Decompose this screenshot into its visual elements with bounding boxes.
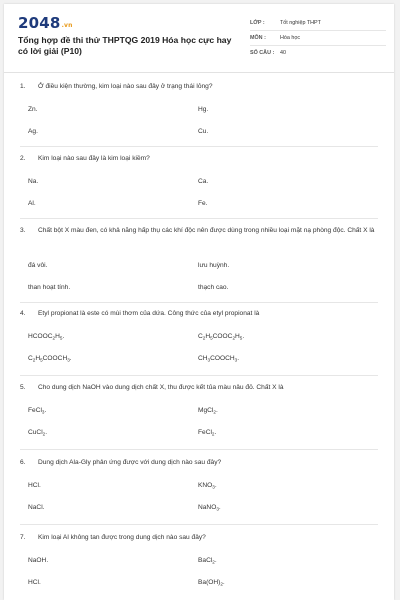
answer-option[interactable]: Fe.	[198, 200, 208, 207]
divider	[20, 146, 378, 147]
question-number: 3.	[20, 227, 26, 234]
answer-option[interactable]: NaOH.	[28, 557, 49, 564]
question-text	[20, 308, 380, 320]
question-number: 6.	[20, 459, 26, 466]
question-number: 5.	[20, 384, 26, 391]
answer-option[interactable]: $KNO_3$.	[198, 482, 217, 490]
answer-option[interactable]: NaNO$_3$.	[198, 504, 221, 512]
divider	[20, 302, 378, 303]
answer-option[interactable]: Na.	[28, 178, 39, 185]
answer-option[interactable]: Al.	[28, 200, 36, 207]
question-text	[20, 153, 380, 165]
question	[20, 457, 380, 469]
question-text	[20, 457, 380, 469]
answer-option[interactable]: than hoạt tính.	[28, 284, 71, 291]
document-title: Tổng hợp đề thi thử THPTQG 2019 Hóa học cực hay có lời giải (P10)	[18, 35, 232, 56]
meta-value: Tốt nghiệp THPT	[280, 20, 321, 26]
meta-row-count	[250, 46, 386, 60]
answer-option[interactable]: Cu.	[198, 128, 209, 135]
question-stem: Cho dung dịch NaOH vào dung dịch chất X, thu được kết tủa màu nâu đỏ. Chất X là	[38, 384, 284, 391]
answer-option[interactable]: $C_2H_5COOCH_3$.	[28, 355, 72, 363]
question	[20, 81, 380, 93]
meta-label: SỐ CÂU :	[250, 50, 275, 56]
meta-label: MÔN :	[250, 35, 266, 41]
answer-option[interactable]: lưu huỳnh.	[198, 262, 230, 269]
logo-text: 2048	[18, 14, 61, 32]
meta-value: Hóa học	[280, 35, 301, 41]
answer-option[interactable]: NaCl.	[28, 504, 45, 511]
answer-option[interactable]: Ca.	[198, 178, 209, 185]
document-header	[4, 4, 394, 73]
question-text	[20, 532, 380, 544]
answer-option[interactable]: FeCl$_2$.	[198, 429, 217, 437]
answer-option[interactable]: Hg.	[198, 106, 209, 113]
answer-option[interactable]: đá vôi.	[28, 262, 48, 269]
question-text	[20, 81, 380, 93]
answer-option[interactable]: CuCl$_2$.	[28, 429, 48, 437]
meta-row-grade	[250, 16, 386, 31]
question-text	[20, 382, 380, 394]
question-number: 7.	[20, 534, 26, 541]
question-stem: Kim loại Al không tan được trong dung dịch nào sau đây?	[38, 534, 206, 541]
question-stem: Ở điều kiện thường, kim loại nào sau đây ở trạng thái lỏng?	[38, 83, 213, 90]
meta-value: 40	[280, 50, 286, 56]
meta-row-subject	[250, 31, 386, 46]
question-stem: Etyl propionat là este có mùi thơm của dứa. Công thức của etyl propionat là	[38, 310, 260, 317]
question-number: 2.	[20, 155, 26, 162]
divider	[20, 524, 378, 525]
meta-label: LỚP :	[250, 20, 265, 26]
answer-option[interactable]: Zn.	[28, 106, 38, 113]
answer-option[interactable]: MgCl$_2$.	[198, 407, 218, 415]
answer-option[interactable]: $C_2H_5COOC_2H_5$.	[198, 333, 245, 341]
question-stem: Chất bột X màu đen, có khả năng hấp thụ các khí độc nên được dùng trong nhiều loại mặt nạ phòng độc. Chất X là	[38, 227, 375, 234]
question-number: 4.	[20, 310, 26, 317]
answer-option[interactable]: HCl.	[28, 482, 41, 489]
question	[20, 225, 380, 237]
exam-sheet	[4, 4, 394, 600]
question-number: 1.	[20, 83, 26, 90]
question-stem: Kim loại nào sau đây là kim loại kiềm?	[38, 155, 150, 162]
question	[20, 532, 380, 544]
divider	[20, 218, 378, 219]
answer-option[interactable]: HCl.	[28, 579, 41, 586]
answer-option[interactable]: BaCl$_2$.	[198, 557, 217, 565]
question-text	[20, 225, 380, 237]
answer-option[interactable]: $CH_3COOCH_3$.	[198, 355, 240, 363]
answer-option[interactable]: $HCOOC_2H_5$.	[28, 333, 65, 341]
answer-option[interactable]: thạch cao.	[198, 284, 229, 291]
question	[20, 382, 380, 394]
document-meta	[250, 16, 386, 60]
site-logo[interactable]	[18, 14, 73, 32]
divider	[20, 449, 378, 450]
answer-option[interactable]: FeCl$_3$.	[28, 407, 47, 415]
answer-option[interactable]: $Ba(OH)_2$.	[198, 579, 225, 587]
question	[20, 308, 380, 320]
question	[20, 153, 380, 165]
answer-option[interactable]: Ag.	[28, 128, 38, 135]
divider	[20, 375, 378, 376]
question-stem: Dung dịch Ala-Gly phản ứng được với dung dịch nào sau đây?	[38, 459, 222, 466]
logo-suffix: .vn	[61, 22, 73, 29]
